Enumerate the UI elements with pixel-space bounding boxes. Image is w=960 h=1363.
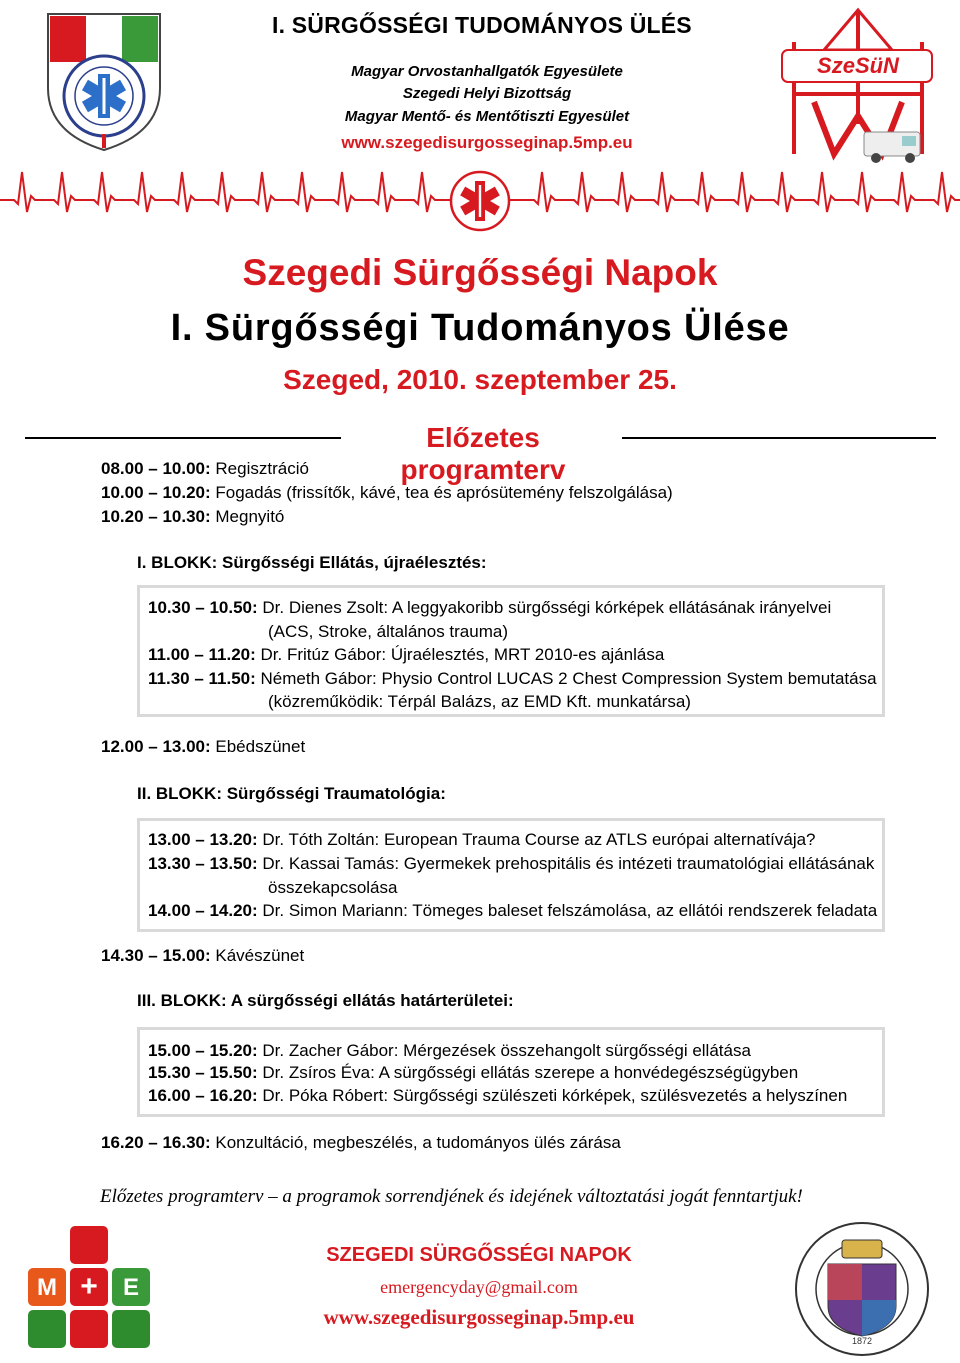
program-title-rule-left: [25, 437, 341, 439]
event: Kávészünet: [215, 946, 305, 965]
event: Fogadás (frissítők, kávé, tea és aprósütemény felszolgálása): [215, 483, 673, 502]
footer-url-link[interactable]: www.szegedisurgosseginap.5mp.eu: [323, 1305, 635, 1329]
m-plus-e-logo: [24, 1222, 154, 1352]
talk-continuation: összekapcsolása: [268, 878, 398, 897]
block-3-title: III. BLOKK: A sürgősségi ellátás határterületei:: [137, 991, 514, 1010]
logo-letter-plus: +: [80, 1270, 98, 1303]
footer-title: SZEGEDI SÜRGŐSSÉGI NAPOK: [326, 1244, 632, 1266]
schedule-row: [148, 829, 816, 851]
schedule-row: [148, 1040, 751, 1062]
talk: Dr. Tóth Zoltán: European Trauma Course az ATLS európai alternatívája?: [262, 830, 816, 849]
program-title-rule-right: [622, 437, 936, 439]
time: 13.30 – 13.50:: [148, 854, 258, 873]
talk-continuation: (ACS, Stroke, általános trauma): [268, 622, 508, 641]
event-date: Szeged, 2010. szeptember 25.: [283, 364, 677, 395]
schedule-row: [101, 945, 304, 967]
talk: Dr. Zacher Gábor: Mérgezések összehangolt sürgősségi ellátása: [262, 1041, 751, 1060]
time: 10.00 – 10.20:: [101, 483, 211, 502]
time: 16.20 – 16.30:: [101, 1133, 211, 1152]
schedule-row: [101, 458, 309, 480]
talk: Dr. Zsíros Éva: A sürgősségi ellátás szerepe a honvédegészségügyben: [262, 1063, 799, 1082]
logo-letter-e: E: [122, 1274, 139, 1301]
event: Konzultáció, megbeszélés, a tudományos ülés zárása: [215, 1133, 621, 1152]
talk-continuation: (közreműködik: Térpál Balázs, az EMD Kft. munkatársa): [268, 692, 691, 711]
disclaimer-note: Előzetes programterv – a programok sorrendjének és idejének változtatási jogát fenntartjuk!: [100, 1186, 803, 1207]
star-of-life-icon: [449, 170, 511, 232]
time: 14.00 – 14.20:: [148, 901, 258, 920]
org-line-1: Magyar Orvostanhallgatók Egyesülete: [351, 63, 623, 80]
program-title: Előzetes programterv: [400, 422, 566, 485]
time: 15.30 – 15.50:: [148, 1063, 258, 1082]
schedule-row: [148, 1085, 847, 1107]
block-2-title: II. BLOKK: Sürgősségi Traumatológia:: [137, 784, 446, 803]
schedule-row: [148, 597, 831, 619]
talk: Dr. Simon Mariann: Tömeges baleset felszámolása, az ellátói rendszerek feladata: [262, 901, 878, 920]
talk: Dr. Fritúz Gábor: Újraélesztés, MRT 2010-es ajánlása: [260, 645, 665, 664]
time: 10.30 – 10.50:: [148, 598, 258, 617]
time: 16.00 – 16.20:: [148, 1086, 258, 1105]
seal-year: 1872: [851, 1336, 873, 1346]
time: 11.30 – 11.50:: [148, 669, 256, 688]
schedule-row: [148, 644, 664, 666]
time: 13.00 – 13.20:: [148, 830, 258, 849]
header-url-link[interactable]: www.szegedisurgosseginap.5mp.eu: [341, 133, 633, 152]
logo-letter-m: M: [37, 1274, 57, 1301]
event: Regisztráció: [215, 459, 309, 478]
main-subtitle: I. Sürgősségi Tudományos Ülése: [170, 307, 790, 349]
time: 14.30 – 15.00:: [101, 946, 211, 965]
time: 15.00 – 15.20:: [148, 1041, 258, 1060]
main-title: Szegedi Sürgősségi Napok: [242, 252, 718, 293]
org-line-3: Magyar Mentő- és Mentőtiszti Egyesület: [344, 108, 630, 125]
talk: Németh Gábor: Physio Control LUCAS 2 Chest Compression System bemutatása: [260, 669, 877, 688]
event: Ebédszünet: [215, 737, 306, 756]
time: 08.00 – 10.00:: [101, 459, 211, 478]
schedule-row: [148, 900, 877, 922]
talk: Dr. Dienes Zsolt: A leggyakoribb sürgősségi kórképek ellátásának irányelvei: [262, 598, 832, 617]
org-line-2: Szegedi Helyi Bizottság: [402, 85, 572, 102]
block-1-title: I. BLOKK: Sürgősségi Ellátás, újraélesztés:: [137, 553, 487, 572]
schedule-row: [148, 1062, 798, 1084]
time: 12.00 – 13.00:: [101, 737, 211, 756]
szesun-logo: [764, 4, 954, 172]
talk: Dr. Kassai Tamás: Gyermekek prehospitális és intézeti traumatológiai ellátásának: [262, 854, 875, 873]
university-seal-logo: [792, 1220, 932, 1358]
talk: Dr. Póka Róbert: Sürgősségi szülészeti kórképek, szülésvezetés a helyszínen: [262, 1086, 848, 1105]
header-title: I. SÜRGŐSSÉGI TUDOMÁNYOS ÜLÉS: [272, 12, 692, 38]
szesun-logo-text: SzeSüN: [817, 53, 899, 78]
schedule-row: [148, 853, 874, 875]
schedule-row: [101, 1132, 621, 1154]
schedule-row: [101, 506, 284, 528]
schedule-row: [101, 482, 673, 504]
footer-email-link[interactable]: emergencyday@gmail.com: [380, 1277, 578, 1297]
time: 11.00 – 11.20:: [148, 645, 256, 664]
time: 10.20 – 10.30:: [101, 507, 211, 526]
left-association-logo: [40, 8, 168, 156]
schedule-row: [148, 668, 877, 690]
event: Megnyitó: [215, 507, 285, 526]
schedule-row: [101, 736, 305, 758]
